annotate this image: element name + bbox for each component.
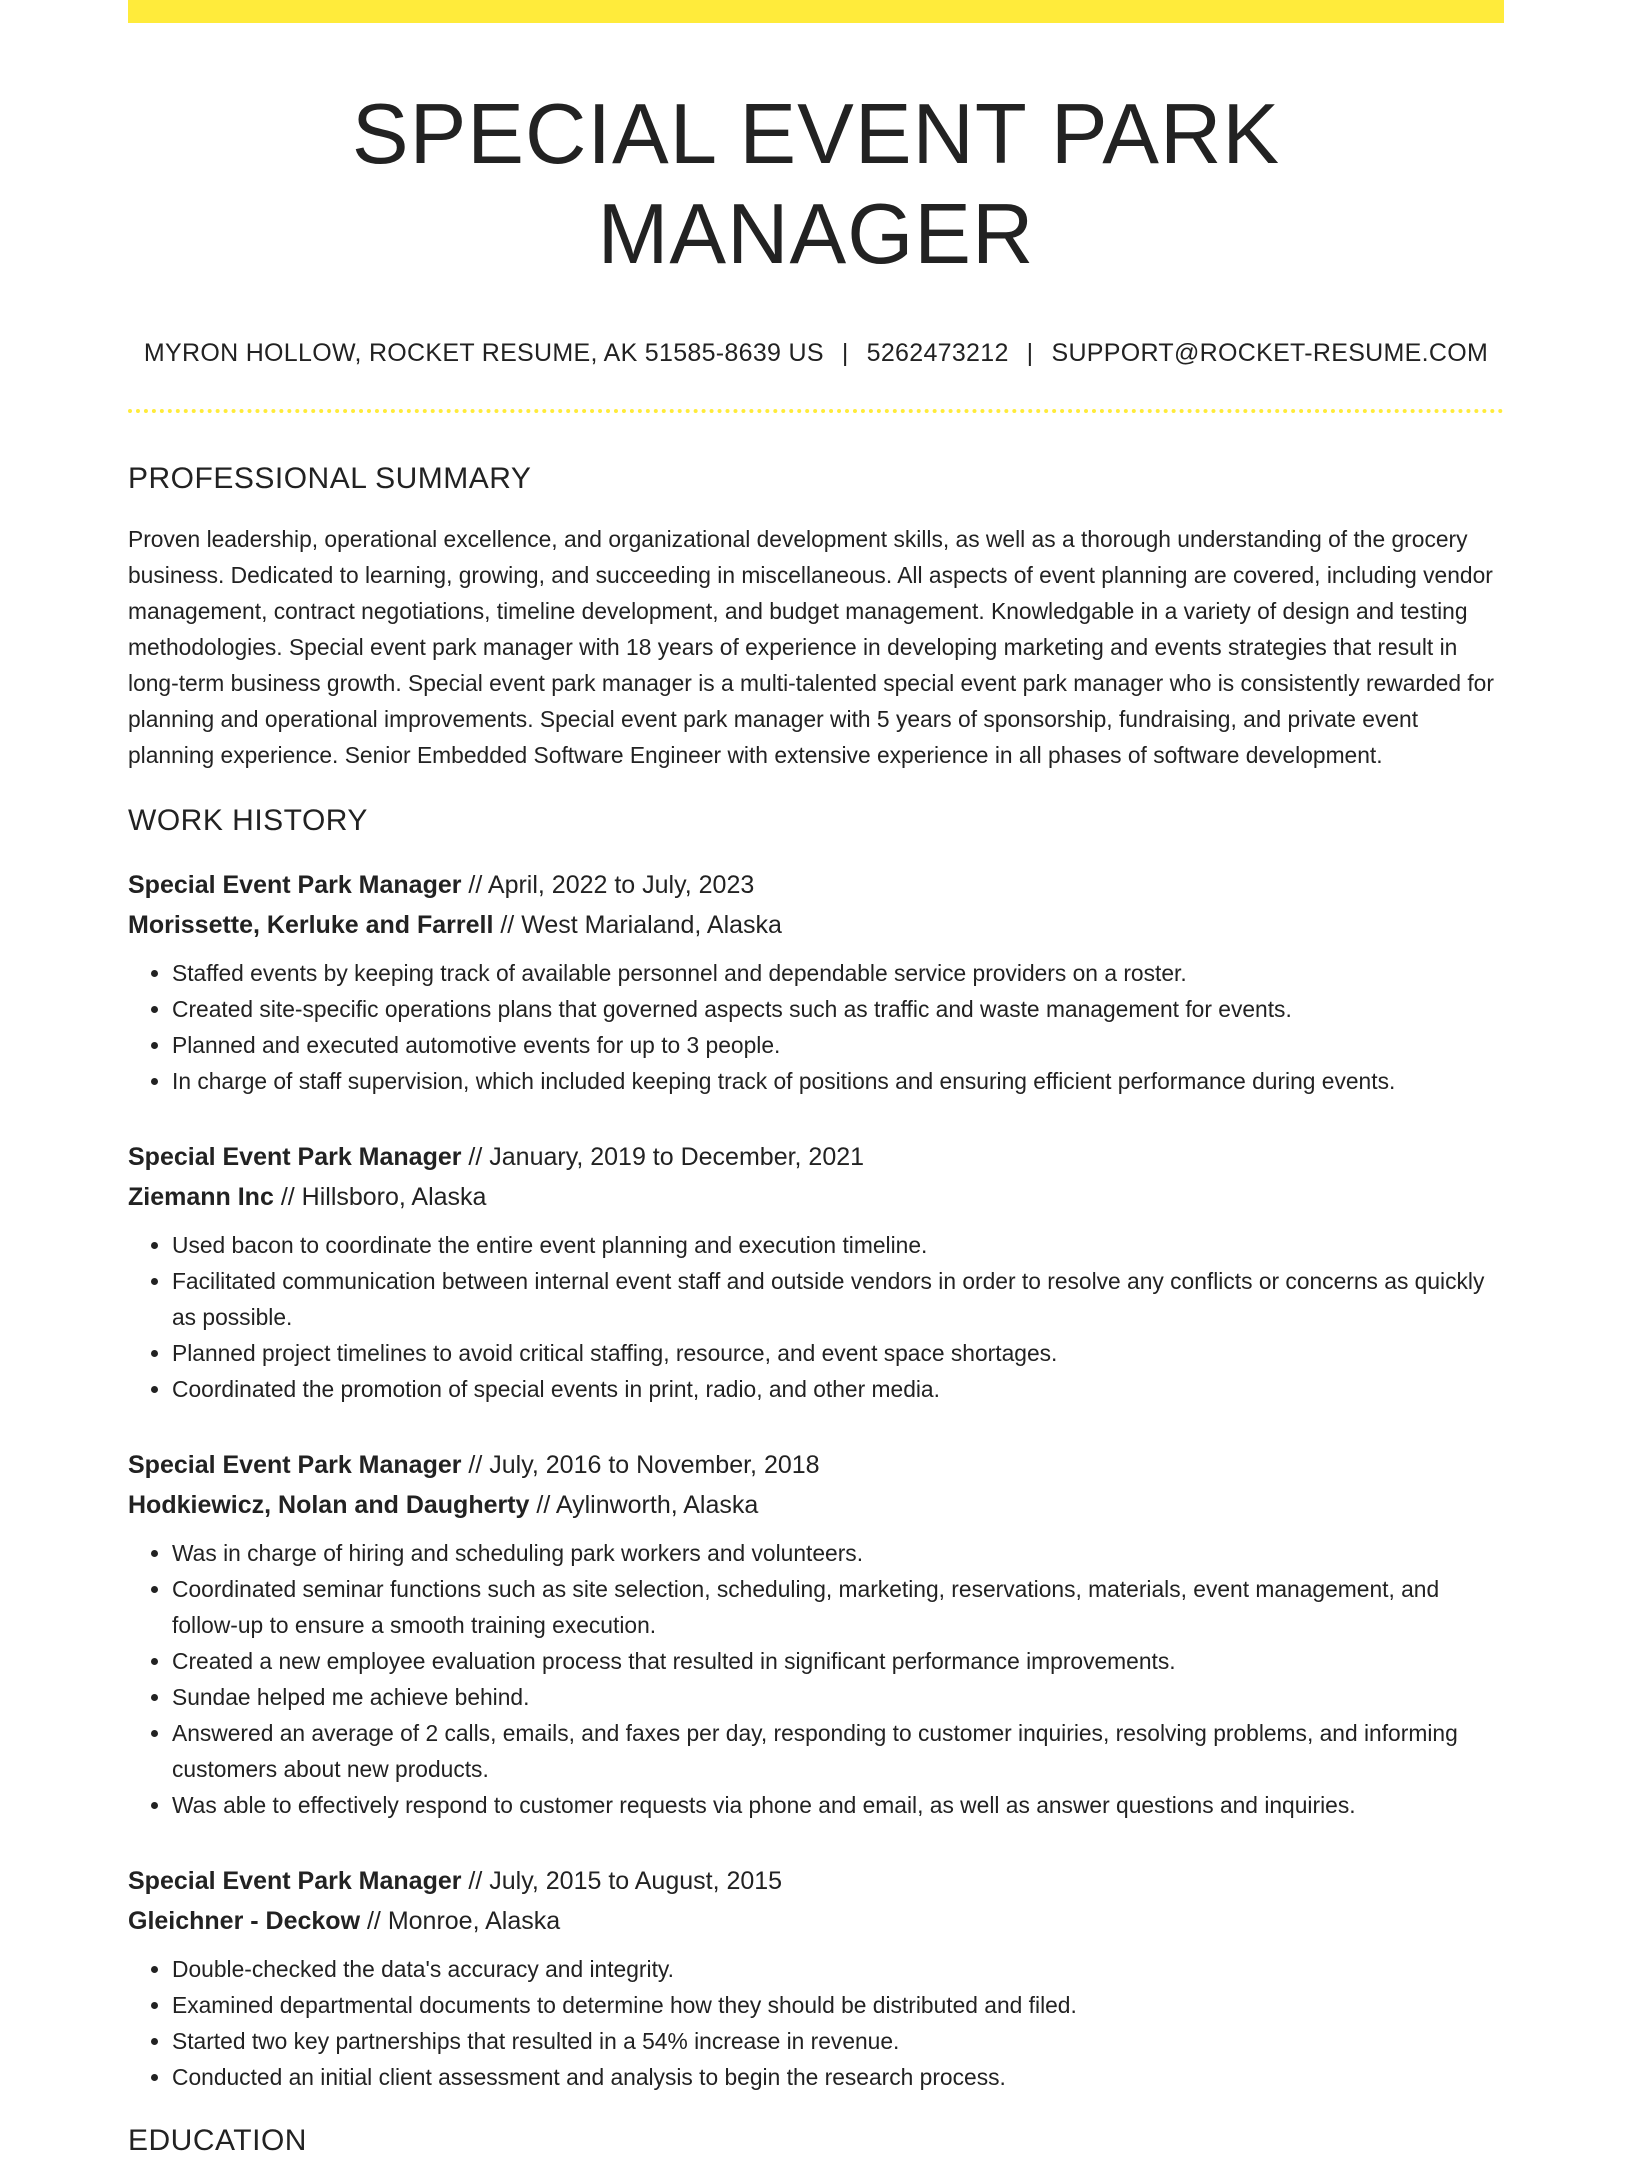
job-company: Ziemann Inc xyxy=(128,1183,274,1211)
top-accent-bar xyxy=(128,0,1504,23)
list-item: • In charge of staff supervision, which included keeping track of positions and ensuring efficient performance during events. xyxy=(172,1063,1504,1099)
work-history-heading: WORK HISTORY xyxy=(128,804,368,837)
list-item: • Started two key partnerships that resulted in a 54% increase in revenue. xyxy=(172,2023,1504,2059)
list-item: • Created a new employee evaluation process that resulted in significant performance improvements. xyxy=(172,1643,1504,1679)
education-heading: EDUCATION xyxy=(128,2124,307,2157)
job-location: // Hillsboro, Alaska xyxy=(273,1183,487,1211)
list-item: • Planned and executed automotive events for up to 3 people. xyxy=(172,1027,1504,1063)
job-location: // Aylinworth, Alaska xyxy=(529,1491,759,1519)
job-title-line xyxy=(128,1445,1504,1485)
job-company-line xyxy=(128,1901,1504,1941)
job-entry xyxy=(128,1137,1504,1407)
job-role: Special Event Park Manager xyxy=(128,871,462,899)
list-item: • Coordinated the promotion of special events in print, radio, and other media. xyxy=(172,1371,1504,1407)
list-item: • Answered an average of 2 calls, emails, and faxes per day, responding to customer inquiries, resolving problems, and informing customers about new products. xyxy=(172,1715,1504,1787)
job-bullets xyxy=(128,1227,1504,1407)
contact-address: MYRON HOLLOW, ROCKET RESUME, AK 51585-8639 US xyxy=(143,339,824,367)
list-item: • Was able to effectively respond to customer requests via phone and email, as well as answer questions and inquiries. xyxy=(172,1787,1504,1823)
contact-email: SUPPORT@ROCKET-RESUME.COM xyxy=(1051,339,1489,367)
job-entry xyxy=(128,1861,1504,2095)
job-dates: // July, 2015 to August, 2015 xyxy=(461,1867,783,1895)
resume-page xyxy=(128,0,1504,2161)
contact-separator: | xyxy=(1026,339,1034,367)
summary-text: Proven leadership, operational excellence, and organizational development skills, as well as a thorough understanding of the grocery business. Dedicated to learning, growing, and succeeding in miscellaneous. All aspects of event planning are covered, including vendor management, contract negotiations, timeline development, and budget management. Knowledgable in a variety of design and testing methodologies. Special event park manager with 18 years of experience in developing marketing and events strategies that result in long-term business growth. Special event park manager is a multi-talented special event park manager who is consistently rewarded for planning and operational improvements. Special event park manager with 5 years of sponsorship, fundraising, and private event planning experience. Senior Embedded Software Engineer with extensive experience in all phases of software development. xyxy=(128,526,1494,768)
job-entry xyxy=(128,865,1504,1099)
job-title-line xyxy=(128,1861,1504,1901)
job-company: Gleichner - Deckow xyxy=(128,1907,361,1935)
contact-phone: 5262473212 xyxy=(866,339,1009,367)
list-item: • Sundae helped me achieve behind. xyxy=(172,1679,1504,1715)
job-title-line xyxy=(128,865,1504,905)
job-dates: // January, 2019 to December, 2021 xyxy=(461,1143,865,1171)
job-company-line xyxy=(128,1177,1504,1217)
page-title: SPECIAL EVENT PARK MANAGER xyxy=(351,87,1281,282)
job-title-line xyxy=(128,1137,1504,1177)
job-bullets xyxy=(128,1951,1504,2095)
list-item: • Examined departmental documents to determine how they should be distributed and filed. xyxy=(172,1987,1504,2023)
job-company: Morissette, Kerluke and Farrell xyxy=(128,911,494,939)
job-role: Special Event Park Manager xyxy=(128,1867,462,1895)
job-location: // Monroe, Alaska xyxy=(360,1907,561,1935)
contact-line xyxy=(128,335,1504,371)
list-item: • Planned project timelines to avoid critical staffing, resource, and event space shortages. xyxy=(172,1335,1504,1371)
list-item: • Used bacon to coordinate the entire event planning and execution timeline. xyxy=(172,1227,1504,1263)
dotted-divider xyxy=(128,409,1504,413)
job-company-line xyxy=(128,905,1504,945)
job-role: Special Event Park Manager xyxy=(128,1451,462,1479)
job-dates: // July, 2016 to November, 2018 xyxy=(461,1451,820,1479)
contact-separator: | xyxy=(841,339,849,367)
list-item: • Staffed events by keeping track of available personnel and dependable service providers on a roster. xyxy=(172,955,1504,991)
job-bullets xyxy=(128,1535,1504,1823)
list-item: • Coordinated seminar functions such as site selection, scheduling, marketing, reservations, materials, event management, and follow-up to ensure a smooth training execution. xyxy=(172,1571,1504,1643)
list-item: • Was in charge of hiring and scheduling park workers and volunteers. xyxy=(172,1535,1504,1571)
job-location: // West Marialand, Alaska xyxy=(493,911,782,939)
job-bullets xyxy=(128,955,1504,1099)
job-dates: // April, 2022 to July, 2023 xyxy=(461,871,755,899)
job-company: Hodkiewicz, Nolan and Daugherty xyxy=(128,1491,530,1519)
list-item: • Facilitated communication between internal event staff and outside vendors in order to resolve any conflicts or concerns as quickly as possible. xyxy=(172,1263,1504,1335)
job-company-line xyxy=(128,1485,1504,1525)
list-item: • Created site-specific operations plans that governed aspects such as traffic and waste management for events. xyxy=(172,991,1504,1027)
job-entry xyxy=(128,1445,1504,1823)
summary-heading: PROFESSIONAL SUMMARY xyxy=(128,462,532,495)
list-item: • Conducted an initial client assessment and analysis to begin the research process. xyxy=(172,2059,1504,2095)
list-item: • Double-checked the data's accuracy and integrity. xyxy=(172,1951,1504,1987)
job-role: Special Event Park Manager xyxy=(128,1143,462,1171)
